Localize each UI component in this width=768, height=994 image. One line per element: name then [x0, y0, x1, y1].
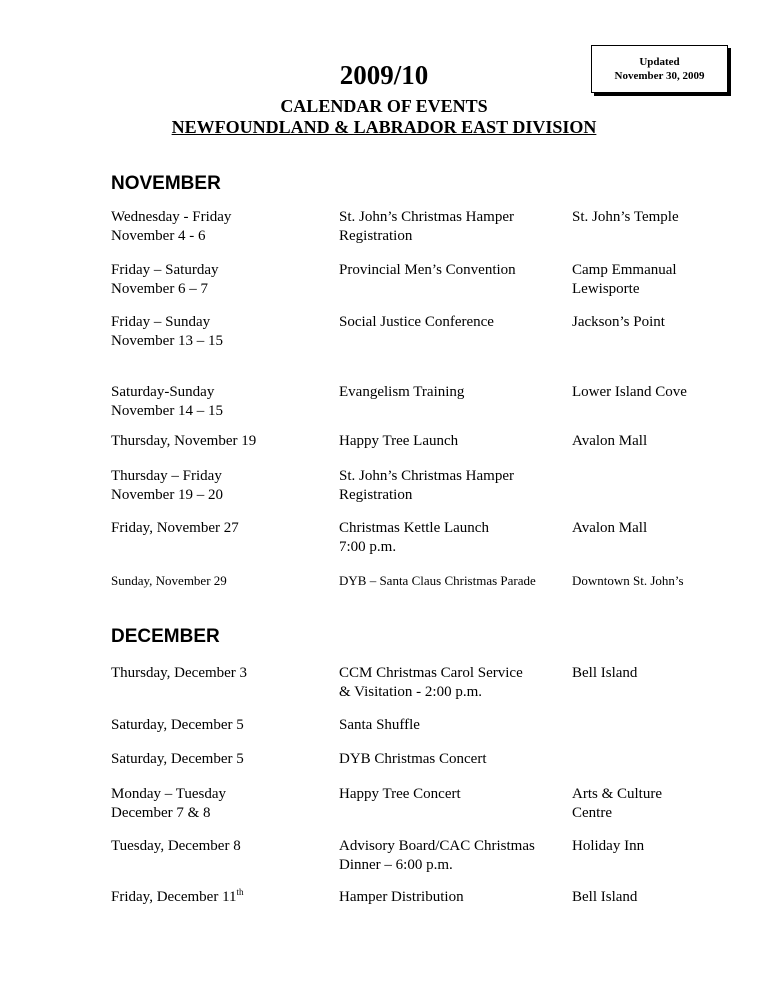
event-name: Advisory Board/CAC Christmas Dinner – 6:00 p.m. — [339, 838, 535, 873]
event-date: Friday – Saturday November 6 – 7 — [111, 262, 219, 297]
event-name: DYB – Santa Claus Christmas Parade — [339, 573, 536, 588]
event-name: Social Justice Conference — [339, 314, 494, 330]
event-date: Friday, November 27 — [111, 520, 239, 536]
event-location: Downtown St. John’s — [572, 573, 684, 588]
year-title: 2009/10 — [339, 60, 429, 90]
event-name: Happy Tree Concert — [339, 786, 461, 802]
event-name: Evangelism Training — [339, 384, 465, 400]
event-name: St. John’s Christmas Hamper Registration — [339, 209, 514, 244]
event-name: Happy Tree Launch — [339, 433, 459, 449]
event-location: Arts & Culture Centre — [572, 786, 662, 821]
division-title: NEWFOUNDLAND & LABRADOR EAST DIVISION — [171, 117, 597, 137]
updated-date: November 30, 2009 — [614, 70, 705, 82]
event-name: Hamper Distribution — [339, 889, 464, 905]
event-date: Thursday, November 19 — [111, 433, 257, 449]
event-name: Provincial Men’s Convention — [339, 262, 516, 278]
event-name: St. John’s Christmas Hamper Registration — [339, 468, 514, 503]
event-date: Saturday-Sunday November 14 – 15 — [111, 384, 224, 419]
event-location: Jackson’s Point — [572, 314, 665, 330]
event-name: DYB Christmas Concert — [339, 751, 487, 767]
event-date: Thursday, December 3 — [111, 665, 248, 681]
date-ordinal-suffix: th — [236, 887, 244, 897]
event-location: Bell Island — [572, 889, 638, 905]
event-location: Bell Island — [572, 665, 638, 681]
event-name: Christmas Kettle Launch 7:00 p.m. — [339, 520, 489, 555]
november-heading: NOVEMBER — [111, 173, 221, 194]
event-location: St. John’s Temple — [572, 209, 679, 225]
event-date: Sunday, November 29 — [111, 573, 227, 588]
event-date: Tuesday, December 8 — [111, 838, 241, 854]
event-location: Camp Emmanual Lewisporte — [572, 262, 677, 297]
event-date: Monday – Tuesday December 7 & 8 — [111, 786, 227, 821]
event-date: Wednesday - Friday November 4 - 6 — [111, 209, 232, 244]
event-location: Holiday Inn — [572, 838, 645, 854]
updated-label: Updated — [639, 56, 680, 68]
event-name: CCM Christmas Carol Service & Visitation - 2:00 p.m. — [339, 665, 523, 700]
event-date: Thursday – Friday November 19 – 20 — [111, 468, 224, 503]
event-date: Saturday, December 5 — [111, 717, 244, 733]
calendar-title: CALENDAR OF EVENTS — [280, 96, 488, 116]
event-location: Avalon Mall — [572, 520, 648, 536]
event-date: Saturday, December 5 — [111, 751, 244, 767]
event-date: Friday, December 11th — [111, 887, 244, 905]
december-heading: DECEMBER — [111, 626, 220, 647]
event-name: Santa Shuffle — [339, 717, 420, 733]
event-location: Avalon Mall — [572, 433, 648, 449]
event-date: Friday – Sunday November 13 – 15 — [111, 314, 224, 349]
event-location: Lower Island Cove — [572, 384, 687, 400]
